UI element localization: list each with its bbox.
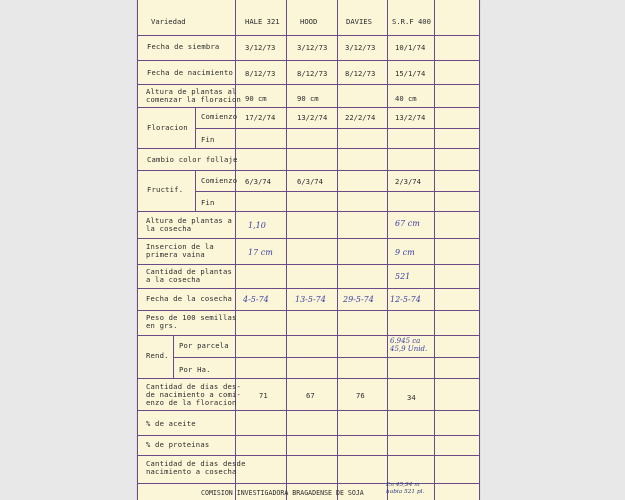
header-davies: DAVIES [346,17,372,26]
grid-line [137,35,480,36]
cell-siembra-davies: 3/12/73 [345,43,376,52]
grid-line [137,288,480,289]
cell-insercion-srf: 9 cm [395,248,415,257]
handwritten-footnote: En 45,94 m habia 521 pl. [386,482,425,495]
label-siembra: Fecha de siembra [147,42,220,51]
label-floracion-comienzo: Comienzo [201,112,238,121]
label-altura-floracion: Altura de plantas al comenzar la floracion [146,87,242,104]
cell-floracion-srf: 13/2/74 [395,113,426,122]
cell-fructif-hale: 6/3/74 [245,177,271,186]
cell-siembra-hood: 3/12/73 [297,43,328,52]
cell-dias-hood: 67 [306,391,315,400]
label-insercion: Insercion de la primera vaina [146,242,214,259]
cell-fructif-srf: 2/3/74 [395,177,421,186]
label-aceite: % de aceite [146,419,196,428]
grid-line [137,0,138,500]
label-dias-cosecha: Cantidad de dias desde nacimiento a cosecha [146,459,246,476]
grid-line [137,211,480,212]
grid-line [137,483,480,484]
cell-floracion-hood: 13/2/74 [297,113,328,122]
grid-line [434,0,435,500]
label-cantidad-plantas: Cantidad de plantas a la cosecha [146,267,233,284]
cell-insercion-hale: 17 cm [248,248,273,257]
grid-line [173,357,480,358]
label-fructif-fin: Fin [201,198,215,207]
grid-line [137,378,480,379]
cell-altura-floracion-hale: 90 cm [245,94,267,103]
label-rend-parcela: Por parcela [179,341,229,350]
grid-line [195,191,480,192]
label-floracion-fin: Fin [201,135,215,144]
label-nacimiento: Fecha de nacimiento [147,68,234,77]
label-proteinas: % de proteinas [146,440,210,449]
cell-fecha-cosecha-hood: 13-5-74 [295,295,326,304]
footer-institution: COMISION INVESTIGADORA BRAGADENSE DE SOJA [201,489,364,497]
cell-fecha-cosecha-davies: 29-5-74 [343,295,374,304]
grid-line [286,0,287,500]
cell-dias-hale: 71 [259,391,268,400]
document-sheet [137,0,480,500]
grid-line [479,0,480,500]
cell-siembra-hale: 3/12/73 [245,43,276,52]
label-altura-cosecha: Altura de plantas a la cosecha [146,216,233,233]
grid-line [137,264,480,265]
cell-altura-cosecha-hale: 1,10 [248,221,266,230]
grid-line [137,455,480,456]
cell-nacimiento-hale: 8/12/73 [245,69,276,78]
cell-fructif-hood: 6/3/74 [297,177,323,186]
grid-line [235,0,236,500]
grid-line [137,107,480,108]
grid-line [137,335,480,336]
cell-altura-cosecha-srf: 67 cm [395,219,420,228]
cell-altura-floracion-hood: 90 cm [297,94,319,103]
label-fructif: Fructif. [147,185,184,194]
header-hale: HALE 321 [245,17,280,26]
grid-line [195,128,480,129]
label-fecha-cosecha: Fecha de la cosecha [146,294,233,303]
cell-rend-parcela-srf: 6.945 ca 45,9 Unid. [390,337,428,353]
cell-nacimiento-hood: 8/12/73 [297,69,328,78]
grid-line [137,238,480,239]
label-rend-ha: Por Ha. [179,365,211,374]
label-floracion: Floracion [147,123,188,132]
cell-dias-srf: 34 [407,393,416,402]
cell-fecha-cosecha-srf: 12-5-74 [390,295,421,304]
label-peso: Peso de 100 semillas en grs. [146,313,237,330]
cell-altura-floracion-srf: 40 cm [395,94,417,103]
grid-line [137,170,480,171]
cell-nacimiento-srf: 15/1/74 [395,69,426,78]
header-variedad: Variedad [151,17,186,26]
label-dias-floracion: Cantidad de dias des- de nacimiento a comi- enzo de la floracion [146,382,242,407]
label-rend: Rend. [146,351,169,360]
grid-line [137,410,480,411]
grid-line [137,60,480,61]
cell-dias-davies: 76 [356,391,365,400]
cell-fecha-cosecha-hale: 4-5-74 [243,295,269,304]
cell-floracion-hale: 17/2/74 [245,113,276,122]
cell-cantidad-plantas-srf: 521 [395,272,411,281]
cell-siembra-srf: 10/1/74 [395,43,426,52]
grid-line [137,148,480,149]
grid-line [137,435,480,436]
grid-line [137,310,480,311]
header-hood: HOOD [300,17,318,26]
label-fructif-comienzo: Comienzo [201,176,238,185]
grid-line [337,0,338,500]
grid-line [387,0,388,500]
header-srf: S.R.F 400 [392,17,431,26]
grid-line [137,84,480,85]
label-cambio-color: Cambio color follaje [147,155,238,164]
cell-floracion-davies: 22/2/74 [345,113,376,122]
cell-nacimiento-davies: 8/12/73 [345,69,376,78]
